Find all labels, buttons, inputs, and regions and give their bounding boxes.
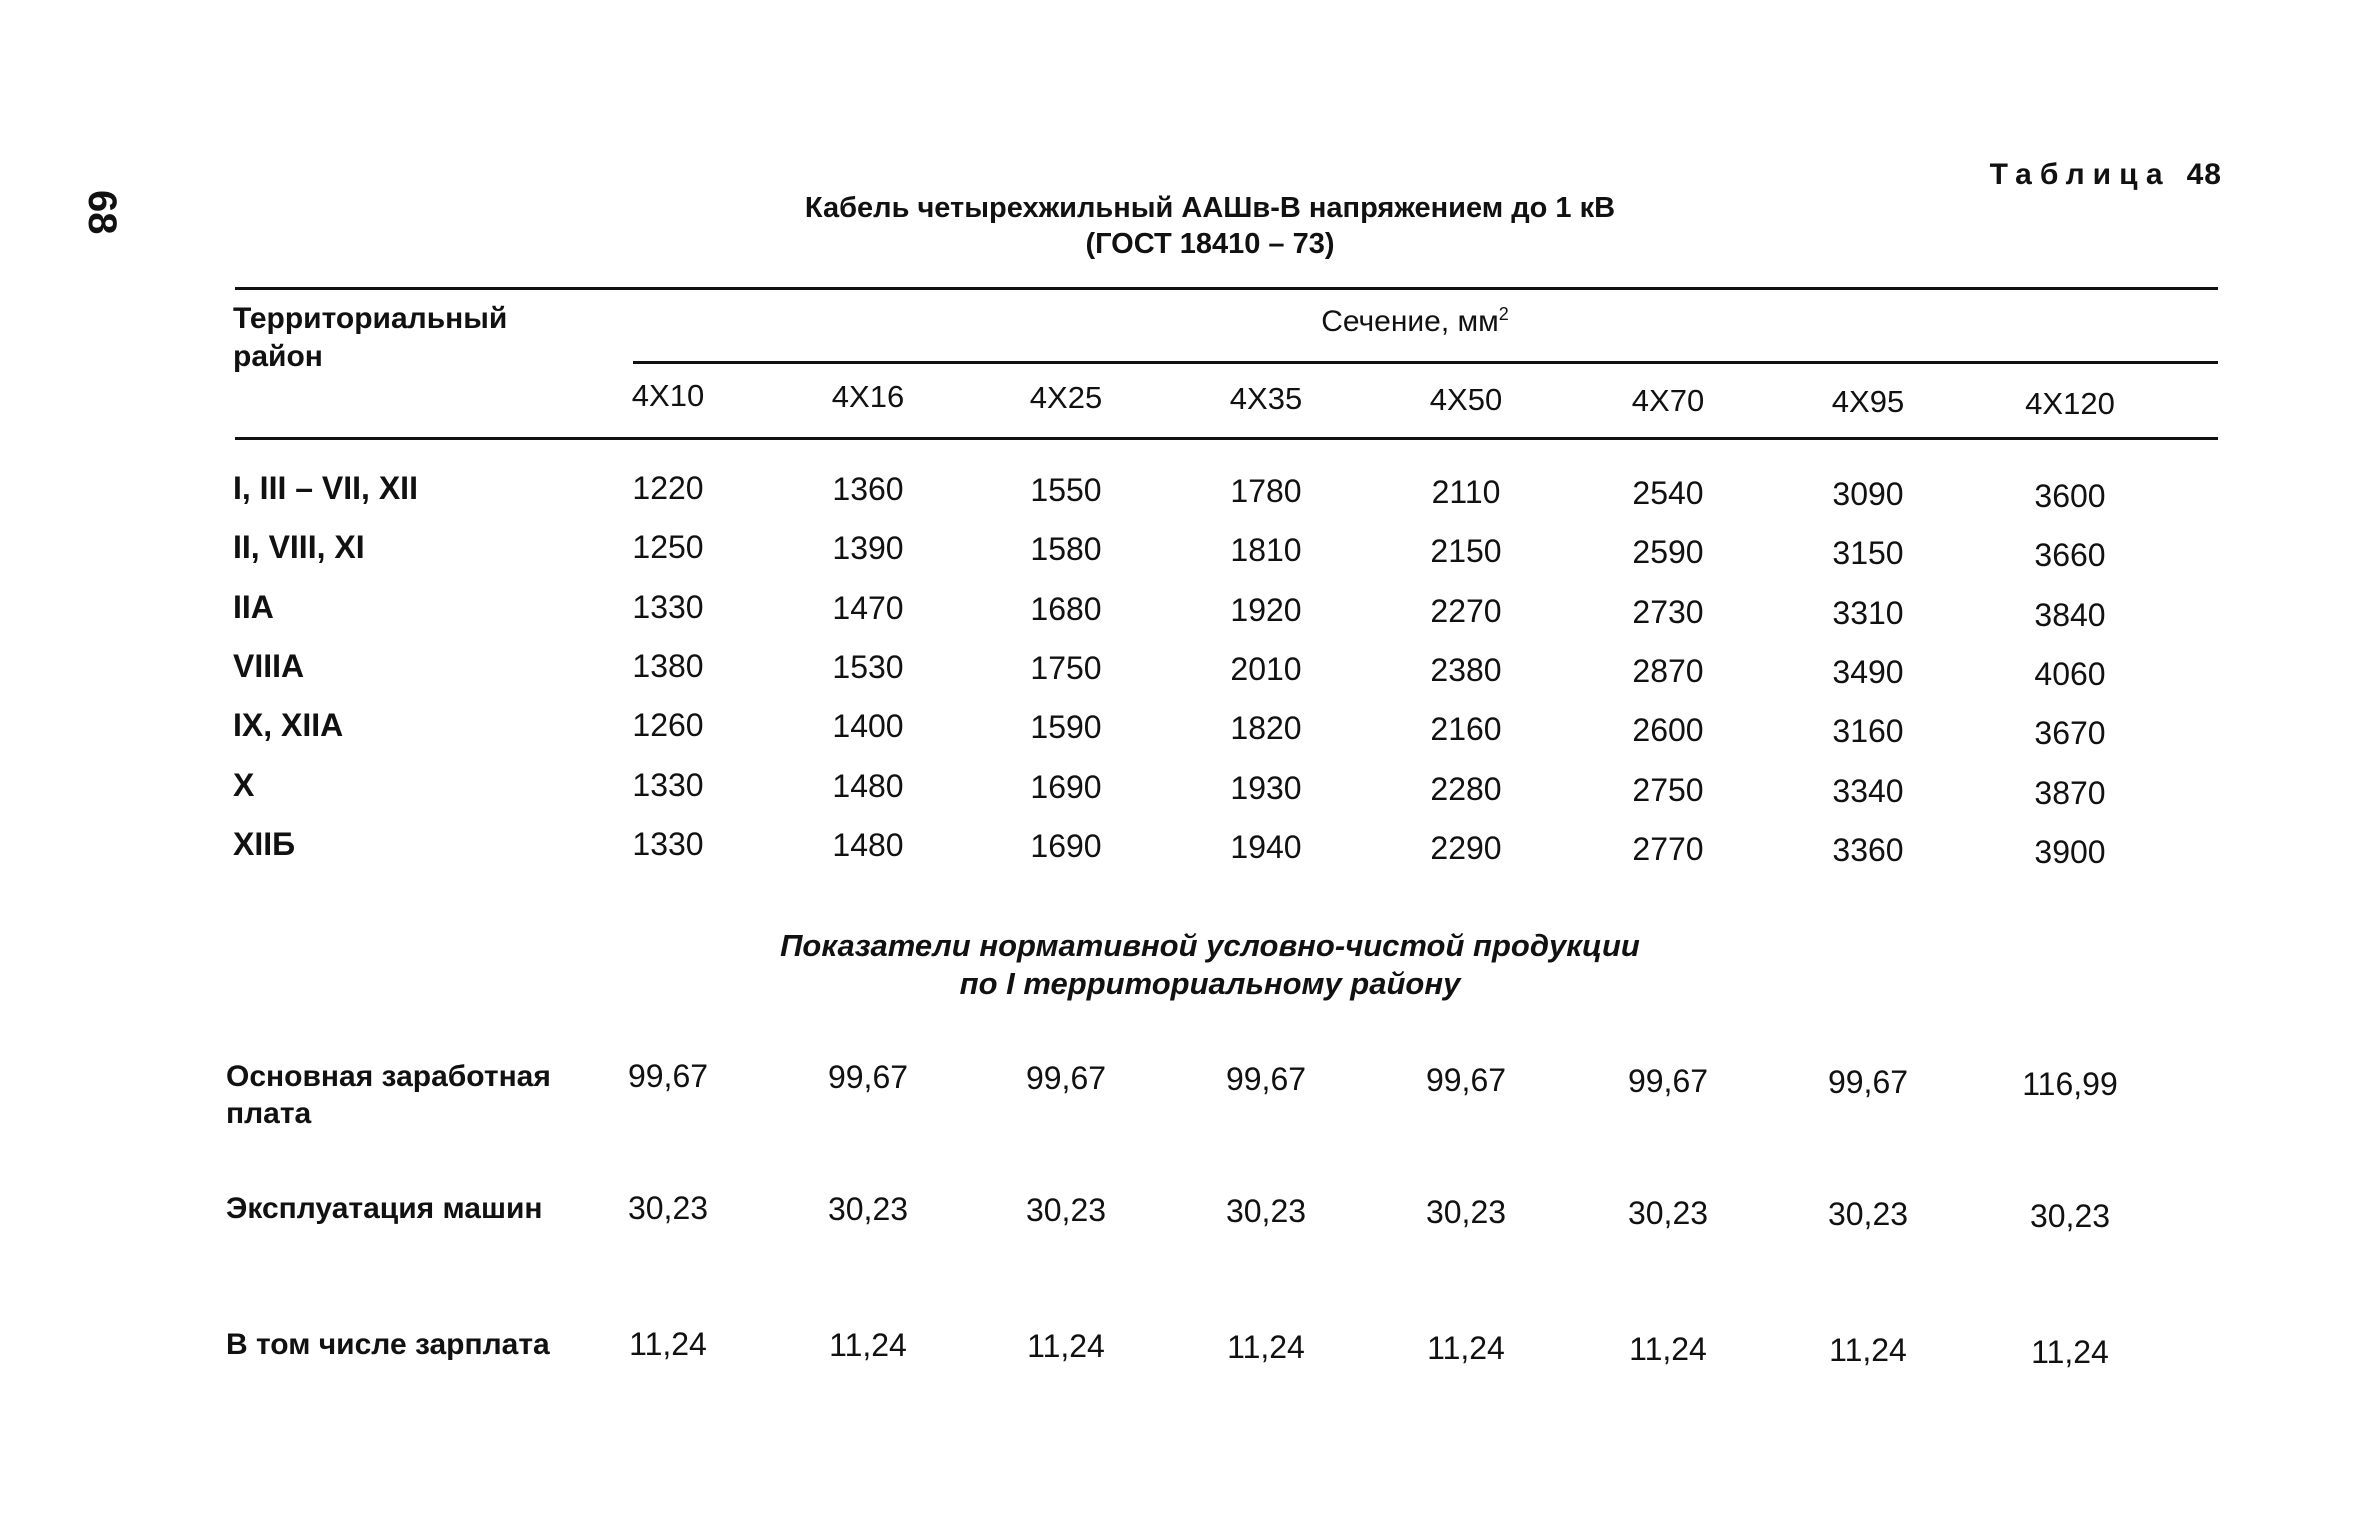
- table-cell: 3360: [1832, 832, 1904, 868]
- table-cell: 2010: [1230, 651, 1302, 687]
- indicator-value: 11,24: [629, 1326, 707, 1362]
- column-header: 4Х95: [1831, 384, 1905, 419]
- region-header-line-1: Территориальный: [233, 302, 508, 335]
- table-cell: 1400: [832, 708, 904, 744]
- table-cell: 3660: [2034, 537, 2106, 573]
- table-cell: 4060: [2034, 656, 2106, 692]
- table-cell: 1810: [1230, 532, 1302, 568]
- indicator-value: 11,24: [829, 1327, 907, 1363]
- table-top-rule: [235, 287, 2218, 290]
- table-cell: 2770: [1632, 831, 1704, 867]
- region-header-line-2: район: [233, 340, 323, 373]
- table-cell: 2110: [1431, 474, 1501, 510]
- indicator-value: 11,24: [1027, 1328, 1105, 1364]
- section-header-label: Сечение, мм: [1321, 305, 1499, 338]
- table-cell: 1330: [632, 826, 704, 862]
- column-header: 4Х120: [2025, 386, 2115, 421]
- row-region-label: XIIБ: [233, 826, 296, 862]
- indicator-value: 11,24: [1227, 1329, 1305, 1365]
- table-cell: 1220: [632, 470, 704, 506]
- indicator-value: 30,23: [1425, 1194, 1507, 1230]
- table-cell: 1920: [1230, 592, 1302, 628]
- indicator-value: 30,23: [2029, 1198, 2111, 1234]
- indicator-value: 99,67: [1827, 1064, 1909, 1100]
- column-header: 4Х50: [1429, 382, 1503, 417]
- table-cell: 2280: [1430, 771, 1502, 807]
- indicator-label-line-1: Эксплуатация машин: [226, 1192, 543, 1225]
- header-divider-rule: [633, 361, 2218, 364]
- indicator-value: 99,67: [1627, 1063, 1709, 1099]
- table-cell: 1930: [1230, 770, 1302, 806]
- table-cell: 1780: [1230, 473, 1302, 509]
- table-cell: 1580: [1030, 531, 1102, 567]
- row-region-label: I, III – VII, XII: [233, 470, 418, 506]
- table-label-number: 48: [2186, 158, 2222, 191]
- table-cell: 3490: [1832, 654, 1904, 690]
- table-cell: 1550: [1030, 472, 1102, 508]
- section-header-superscript: 2: [1498, 304, 1509, 324]
- indicator-value: 116,99: [2022, 1066, 2118, 1102]
- table-cell: 3670: [2034, 715, 2106, 751]
- indicator-value: 30,23: [627, 1190, 709, 1226]
- row-region-label: IIA: [233, 589, 274, 625]
- column-header: 4Х35: [1229, 381, 1303, 416]
- indicator-label: [226, 1058, 551, 1132]
- row-region-label: IX, XIIA: [233, 707, 344, 743]
- table-cell: 1380: [632, 648, 704, 684]
- table-cell: 3840: [2034, 597, 2106, 633]
- table-cell: 1250: [632, 529, 704, 565]
- table-cell: 1480: [832, 827, 904, 863]
- section-header: [1215, 304, 1615, 339]
- column-header: 4Х10: [631, 378, 705, 413]
- table-cell: 2380: [1430, 652, 1502, 688]
- table-cell: 1940: [1230, 829, 1302, 865]
- indicator-label-line-1: Основная заработная: [226, 1060, 551, 1093]
- indicator-value: 99,67: [1025, 1060, 1107, 1096]
- column-header: 4Х70: [1631, 383, 1705, 418]
- table-cell: 1530: [832, 649, 904, 685]
- indicator-label: [226, 1190, 543, 1227]
- indicator-value: 30,23: [1025, 1192, 1107, 1228]
- table-label-word: Таблица: [1989, 158, 2171, 191]
- indicator-value: 99,67: [827, 1059, 909, 1095]
- table-cell: 3310: [1832, 595, 1904, 631]
- page-number: 68: [80, 190, 124, 235]
- table-label: [1990, 158, 2222, 192]
- table-cell: 3600: [2034, 478, 2106, 514]
- table-cell: 1390: [832, 530, 904, 566]
- indicator-label-line-1: В том числе зарплата: [226, 1328, 550, 1361]
- indicator-label: [226, 1326, 550, 1363]
- indicator-value: 30,23: [1225, 1193, 1307, 1229]
- indicator-value: 30,23: [1827, 1196, 1909, 1232]
- table-cell: 1330: [632, 589, 704, 625]
- table-cell: 1260: [632, 707, 704, 743]
- table-cell: 1690: [1030, 828, 1102, 864]
- table-cell: 1330: [632, 767, 704, 803]
- table-cell: 1480: [832, 768, 904, 804]
- indicators-subtitle: Показатели нормативной условно-чистой продукции: [780, 928, 1640, 963]
- column-header: 4Х16: [831, 379, 905, 414]
- table-cell: 1750: [1030, 650, 1102, 686]
- table-cell: 1360: [832, 471, 904, 507]
- table-cell: 1820: [1230, 710, 1302, 746]
- indicator-value: 11,24: [2031, 1334, 2109, 1370]
- table-cell: 2270: [1430, 593, 1502, 629]
- table-cell: 3160: [1832, 713, 1904, 749]
- table-cell: 3340: [1832, 773, 1904, 809]
- table-cell: 2290: [1430, 830, 1502, 866]
- indicator-value: 30,23: [1627, 1195, 1709, 1231]
- table-cell: 1470: [832, 590, 904, 626]
- table-cell: 2730: [1632, 594, 1704, 630]
- table-cell: 2590: [1632, 534, 1704, 570]
- indicators-subtitle-region: по I территориальному району: [959, 966, 1461, 1001]
- table-cell: 2870: [1632, 653, 1704, 689]
- table-cell: 3150: [1832, 535, 1904, 571]
- table-cell: 2160: [1430, 711, 1502, 747]
- column-header: 4Х25: [1029, 380, 1103, 415]
- indicator-value: 99,67: [1425, 1062, 1507, 1098]
- row-region-label: II, VIII, XI: [233, 529, 365, 565]
- indicator-value: 30,23: [827, 1191, 909, 1227]
- indicator-value: 11,24: [1629, 1331, 1707, 1367]
- indicator-value: 99,67: [627, 1058, 709, 1094]
- table-title-standard: (ГОСТ 18410 – 73): [1085, 228, 1335, 260]
- indicator-label-line-2: плата: [226, 1097, 312, 1130]
- indicator-value: 99,67: [1225, 1061, 1307, 1097]
- table-cell: 3900: [2034, 834, 2106, 870]
- row-region-label: VIIIA: [233, 648, 305, 684]
- table-cell: 2540: [1632, 475, 1704, 511]
- indicator-value: 11,24: [1829, 1332, 1907, 1368]
- table-cell: 2750: [1632, 772, 1704, 808]
- table-cell: 3090: [1832, 476, 1904, 512]
- table-cell: 1680: [1030, 591, 1102, 627]
- table-cell: 2600: [1632, 712, 1704, 748]
- table-cell: 3870: [2034, 775, 2106, 811]
- indicator-value: 11,24: [1427, 1330, 1505, 1366]
- table-cell: 1690: [1030, 769, 1102, 805]
- table-title: Кабель четырехжильный ААШв-В напряжением до 1 кВ: [804, 192, 1616, 224]
- table-cell: 1590: [1030, 709, 1102, 745]
- region-column-header: [233, 300, 507, 376]
- table-cell: 2150: [1430, 533, 1502, 569]
- header-bottom-rule: [235, 437, 2218, 440]
- row-region-label: X: [233, 767, 255, 803]
